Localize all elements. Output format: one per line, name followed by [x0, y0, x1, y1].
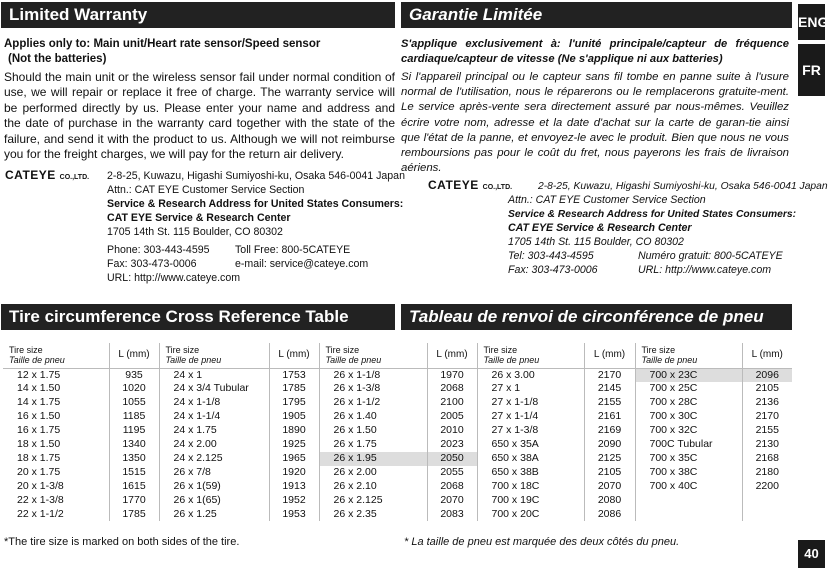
- email-en[interactable]: e-mail: service@cateye.com: [235, 258, 369, 270]
- circumference-cell: 2080: [584, 494, 635, 508]
- circumference-cell: 935: [109, 368, 159, 382]
- tire-size-cell: 700 x 28C: [635, 396, 742, 410]
- footnote-en: *The tire size is marked on both sides of the tire.: [4, 536, 240, 548]
- circumference-cell: 2155: [584, 396, 635, 410]
- tire-size-cell: 650 x 38B: [477, 466, 584, 480]
- tire-size-cell: 700 x 40C: [635, 480, 742, 494]
- address-fr: 2-8-25, Kuwazu, Higashi Sumiyoshi-ku, Osaka 546-0041 Japan: [538, 181, 828, 192]
- circumference-cell: 1785: [109, 508, 159, 522]
- circumference-cell: 1770: [109, 494, 159, 508]
- circumference-cell: 1350: [109, 452, 159, 466]
- circumference-cell: 1965: [269, 452, 319, 466]
- tire-size-cell: 26 x 1.40: [319, 410, 427, 424]
- circumference-cell: 2096: [742, 368, 792, 382]
- table-row: [3, 424, 792, 438]
- header-tire-label: Tire size: [165, 345, 200, 356]
- tire-size-cell: 14 x 1.75: [3, 396, 109, 410]
- tire-size-cell: 18 x 1.75: [3, 452, 109, 466]
- circumference-cell: 2070: [584, 480, 635, 494]
- tire-size-cell: 650 x 35A: [477, 438, 584, 452]
- circumference-cell: 2168: [755, 451, 779, 464]
- circumference-cell: 2086: [584, 508, 635, 522]
- header-tire-label: Tire size: [641, 345, 676, 356]
- header-tire-size: [635, 343, 742, 368]
- tire-size-cell: 24 x 3/4 Tubular: [159, 382, 269, 396]
- free-fr: Numéro gratuit: 800-5CATEYE: [638, 250, 783, 262]
- header-tire-size: [319, 343, 427, 368]
- tire-size-cell: 26 x 1.25: [159, 508, 269, 522]
- circumference-cell: 1753: [269, 368, 319, 382]
- warranty-body-fr: Si l'appareil principal ou le capteur sans fil tombe en panne suite à l'usure normal de l'utilisation, nous le réparerons ou le remplacerons gratuite-ment. Le service après-vente sera directement assuré par nous-mêmes. Veuillez écrire votre nom, adresse et la date d'achat sur la carte de garan-tie ainsi que l'état de la panne, et envoyez-le avec le produit. Bien que nous ne vous remboursions pas pour le coût du fret, nous payerons les frais de livraison aériens.: [401, 71, 789, 175]
- header-taille-label: Taille de pneu: [9, 355, 65, 366]
- circumference-cell: 2161: [584, 410, 635, 424]
- table-row: [3, 480, 792, 494]
- circumference-cell: 2130: [755, 438, 779, 451]
- circumference-cell: 1615: [109, 480, 159, 494]
- tire-size-cell: 16 x 1.50: [3, 410, 109, 424]
- circumference-cell: 2145: [584, 382, 635, 396]
- attn-fr: Attn.: CAT EYE Customer Service Section: [508, 194, 706, 206]
- circumference-cell: 1890: [269, 424, 319, 438]
- circumference-cell: 1795: [269, 396, 319, 410]
- tire-size-cell: 700 x 35C: [635, 452, 742, 466]
- tire-size-cell: 16 x 1.75: [3, 424, 109, 438]
- table-row: [3, 396, 792, 410]
- tire-size-cell: [635, 508, 742, 522]
- footnote-fr: * La taille de pneu est marquée des deux côtés du pneu.: [404, 536, 680, 548]
- circumference-cell: 2180: [755, 465, 779, 478]
- circumference-cell: 2090: [584, 438, 635, 452]
- circumference-cell: 2170: [584, 368, 635, 382]
- circumference-cell: 2125: [584, 452, 635, 466]
- applies-en-line1: Applies only to: Main unit/Heart rate sensor/Speed sensor: [4, 38, 321, 50]
- header-taille-label: Taille de pneu: [483, 355, 540, 366]
- tire-size-cell: 24 x 1: [159, 368, 269, 382]
- tire-size-cell: 700 x 23C: [635, 368, 742, 382]
- tire-circumference-table: [3, 343, 792, 521]
- tire-size-cell: 27 x 1-1/4: [477, 410, 584, 424]
- header-tire-size: [3, 343, 109, 368]
- circumference-cell: 1920: [269, 466, 319, 480]
- us-address-fr: 1705 14th St. 115 Boulder, CO 80302: [508, 236, 684, 248]
- circumference-cell: 2070: [427, 494, 477, 508]
- tire-size-cell: 700 x 32C: [635, 424, 742, 438]
- url-en[interactable]: URL: http://www.cateye.com: [107, 272, 241, 284]
- tire-size-cell: 26 x 1-3/8: [319, 382, 427, 396]
- header-l-mm: L (mm): [742, 343, 792, 368]
- header-l-mm: L (mm): [584, 343, 635, 368]
- circumference-cell: 2170: [755, 410, 779, 423]
- header-tire-size: [477, 343, 584, 368]
- applies-fr: S'applique exclusivement à: l'unité principale/capteur de fréquence cardiaque/capteur de vitesse (Ne s'applique ni aux batteries): [401, 38, 789, 65]
- header-l-mm: L (mm): [269, 343, 319, 368]
- circumference-cell: 2200: [755, 479, 779, 492]
- tire-size-cell: 26 x 1.75: [319, 438, 427, 452]
- tire-size-cell: 22 x 1-3/8: [3, 494, 109, 508]
- tire-size-cell: 24 x 2.00: [159, 438, 269, 452]
- circumference-cell: 2068: [427, 480, 477, 494]
- header-tire-label: Tire size: [325, 345, 360, 356]
- tire-size-cell: 26 x 1.50: [319, 424, 427, 438]
- tire-size-cell: 650 x 38A: [477, 452, 584, 466]
- header-tire-label: Tire size: [483, 345, 518, 356]
- circumference-cell: 1785: [269, 382, 319, 396]
- circumference-cell: 2005: [427, 410, 477, 424]
- tire-size-cell: 27 x 1-3/8: [477, 424, 584, 438]
- tire-size-cell: 22 x 1-1/2: [3, 508, 109, 522]
- tire-size-cell: 27 x 1-1/8: [477, 396, 584, 410]
- table-row: [3, 466, 792, 480]
- header-taille-label: Taille de pneu: [165, 355, 222, 366]
- tire-size-cell: 700 x 18C: [477, 480, 584, 494]
- table-row: [3, 452, 792, 466]
- tire-size-cell: 26 x 7/8: [159, 466, 269, 480]
- warranty-title-fr: Garantie Limitée: [401, 2, 792, 28]
- us-title-en: Service & Research Address for United States Consumers:: [107, 198, 404, 210]
- tire-size-cell: 26 x 2.35: [319, 508, 427, 522]
- table-title-fr: Tableau de renvoi de circonférence de pneu: [401, 304, 792, 330]
- tire-size-cell: 700 x 25C: [635, 382, 742, 396]
- circumference-cell: 2050: [427, 452, 477, 466]
- attn-en: Attn.: CAT EYE Customer Service Section: [107, 184, 305, 196]
- tire-size-cell: [635, 494, 742, 508]
- cateye-logo-fr: [428, 178, 512, 192]
- logo-brand: CATEYE: [5, 168, 56, 182]
- tire-size-cell: 26 x 2.00: [319, 466, 427, 480]
- lang-tab-fr[interactable]: FR: [798, 44, 825, 96]
- circumference-cell: 1970: [427, 368, 477, 382]
- tire-size-cell: 24 x 2.125: [159, 452, 269, 466]
- tire-size-cell: 700 x 19C: [477, 494, 584, 508]
- tire-size-cell: 26 x 1(65): [159, 494, 269, 508]
- phone-en: Phone: 303-443-4595: [107, 244, 210, 256]
- header-tire-label: Tire size: [9, 345, 43, 356]
- page-number: 40: [798, 540, 825, 568]
- tollfree-en: Toll Free: 800-5CATEYE: [235, 244, 351, 256]
- circumference-cell: 2105: [584, 466, 635, 480]
- applies-en-line2: (Not the batteries): [8, 53, 107, 65]
- circumference-cell: [742, 508, 792, 522]
- warranty-body-en: Should the main unit or the wireless sensor fail under normal condition of use, we will repair or replace it free of charge. The warranty service will be performed directly by us. Please enter your name and address and the date of purchase in the warranty card together with the state of the failure, and send it with the product to us. Although we will not reimburse you for the freight charges, we will pay for the return air delivery.: [4, 70, 395, 162]
- tire-size-cell: 26 x 1-1/2: [319, 396, 427, 410]
- tire-size-cell: 20 x 1-3/8: [3, 480, 109, 494]
- circumference-cell: 1185: [109, 410, 159, 424]
- lang-tab-eng[interactable]: ENG: [798, 4, 825, 40]
- circumference-cell: 1925: [269, 438, 319, 452]
- tire-size-cell: 24 x 1-1/4: [159, 410, 269, 424]
- tire-size-cell: 20 x 1.75: [3, 466, 109, 480]
- table-row: [3, 494, 792, 508]
- table-title-en: Tire circumference Cross Reference Table: [1, 304, 395, 330]
- circumference-cell: 2055: [427, 466, 477, 480]
- tire-size-cell: 700C Tubular: [635, 438, 742, 452]
- circumference-cell: 1953: [269, 508, 319, 522]
- tire-size-cell: 27 x 1: [477, 382, 584, 396]
- table-row: [3, 438, 792, 452]
- tire-size-cell: 700 x 38C: [635, 466, 742, 480]
- us-center-fr: CAT EYE Service & Research Center: [508, 222, 692, 234]
- tire-size-cell: 700 x 30C: [635, 410, 742, 424]
- tire-size-cell: 26 x 1.95: [319, 452, 427, 466]
- circumference-cell: 2068: [427, 382, 477, 396]
- us-title-fr: Service & Research Address for United States Consumers:: [508, 209, 797, 220]
- circumference-cell: 2169: [584, 424, 635, 438]
- address-en: 2-8-25, Kuwazu, Higashi Sumiyoshi-ku, Osaka 546-0041 Japan: [107, 170, 405, 182]
- circumference-cell: 1055: [109, 396, 159, 410]
- circumference-cell: 2023: [427, 438, 477, 452]
- header-l-mm: L (mm): [427, 343, 477, 368]
- logo-suffix: CO.,LTD.: [482, 184, 513, 191]
- tire-size-cell: 26 x 1(59): [159, 480, 269, 494]
- table-row: [3, 410, 792, 424]
- circumference-cell: 1195: [109, 424, 159, 438]
- circumference-cell: 1020: [109, 382, 159, 396]
- tire-size-cell: 26 x 3.00: [477, 368, 584, 382]
- circumference-cell: 1913: [269, 480, 319, 494]
- circumference-cell: 1340: [109, 438, 159, 452]
- circumference-cell: 1905: [269, 410, 319, 424]
- table-row: [3, 508, 792, 522]
- header-tire-size: [159, 343, 269, 368]
- tire-size-cell: 700 x 20C: [477, 508, 584, 522]
- circumference-cell: 2155: [755, 424, 779, 437]
- fax-fr: Fax: 303-473-0006: [508, 264, 598, 276]
- tire-size-cell: 24 x 1-1/8: [159, 396, 269, 410]
- circumference-cell: 2083: [427, 508, 477, 522]
- cateye-logo-en: [5, 168, 89, 182]
- warranty-title-en: Limited Warranty: [1, 2, 395, 28]
- header-taille-label: Taille de pneu: [325, 355, 382, 366]
- table-row: [3, 368, 792, 382]
- tel-fr: Tel: 303-443-4595: [508, 250, 594, 262]
- tire-size-cell: 12 x 1.75: [3, 368, 109, 382]
- circumference-cell: 2100: [427, 396, 477, 410]
- us-center-en: CAT EYE Service & Research Center: [107, 212, 291, 224]
- url-fr[interactable]: URL: http://www.cateye.com: [638, 264, 772, 276]
- tire-size-cell: 24 x 1.75: [159, 424, 269, 438]
- circumference-cell: 2136: [755, 396, 779, 409]
- header-l-mm: L (mm): [109, 343, 159, 368]
- table-row: [3, 382, 792, 396]
- us-address-en: 1705 14th St. 115 Boulder, CO 80302: [107, 226, 283, 238]
- tire-size-cell: 26 x 2.125: [319, 494, 427, 508]
- tire-size-cell: 26 x 1-1/8: [319, 368, 427, 382]
- table-header-row: [3, 343, 792, 368]
- logo-suffix: CO.,LTD.: [59, 174, 90, 181]
- tire-size-cell: 14 x 1.50: [3, 382, 109, 396]
- circumference-cell: 2105: [755, 382, 779, 395]
- circumference-cell: 1515: [109, 466, 159, 480]
- header-taille-label: Taille de pneu: [641, 355, 698, 366]
- circumference-cell: [742, 494, 792, 508]
- tire-size-cell: 18 x 1.50: [3, 438, 109, 452]
- fax-en: Fax: 303-473-0006: [107, 258, 197, 270]
- circumference-cell: 2010: [427, 424, 477, 438]
- circumference-cell: 1952: [269, 494, 319, 508]
- logo-brand: CATEYE: [428, 178, 479, 192]
- tire-size-cell: 26 x 2.10: [319, 480, 427, 494]
